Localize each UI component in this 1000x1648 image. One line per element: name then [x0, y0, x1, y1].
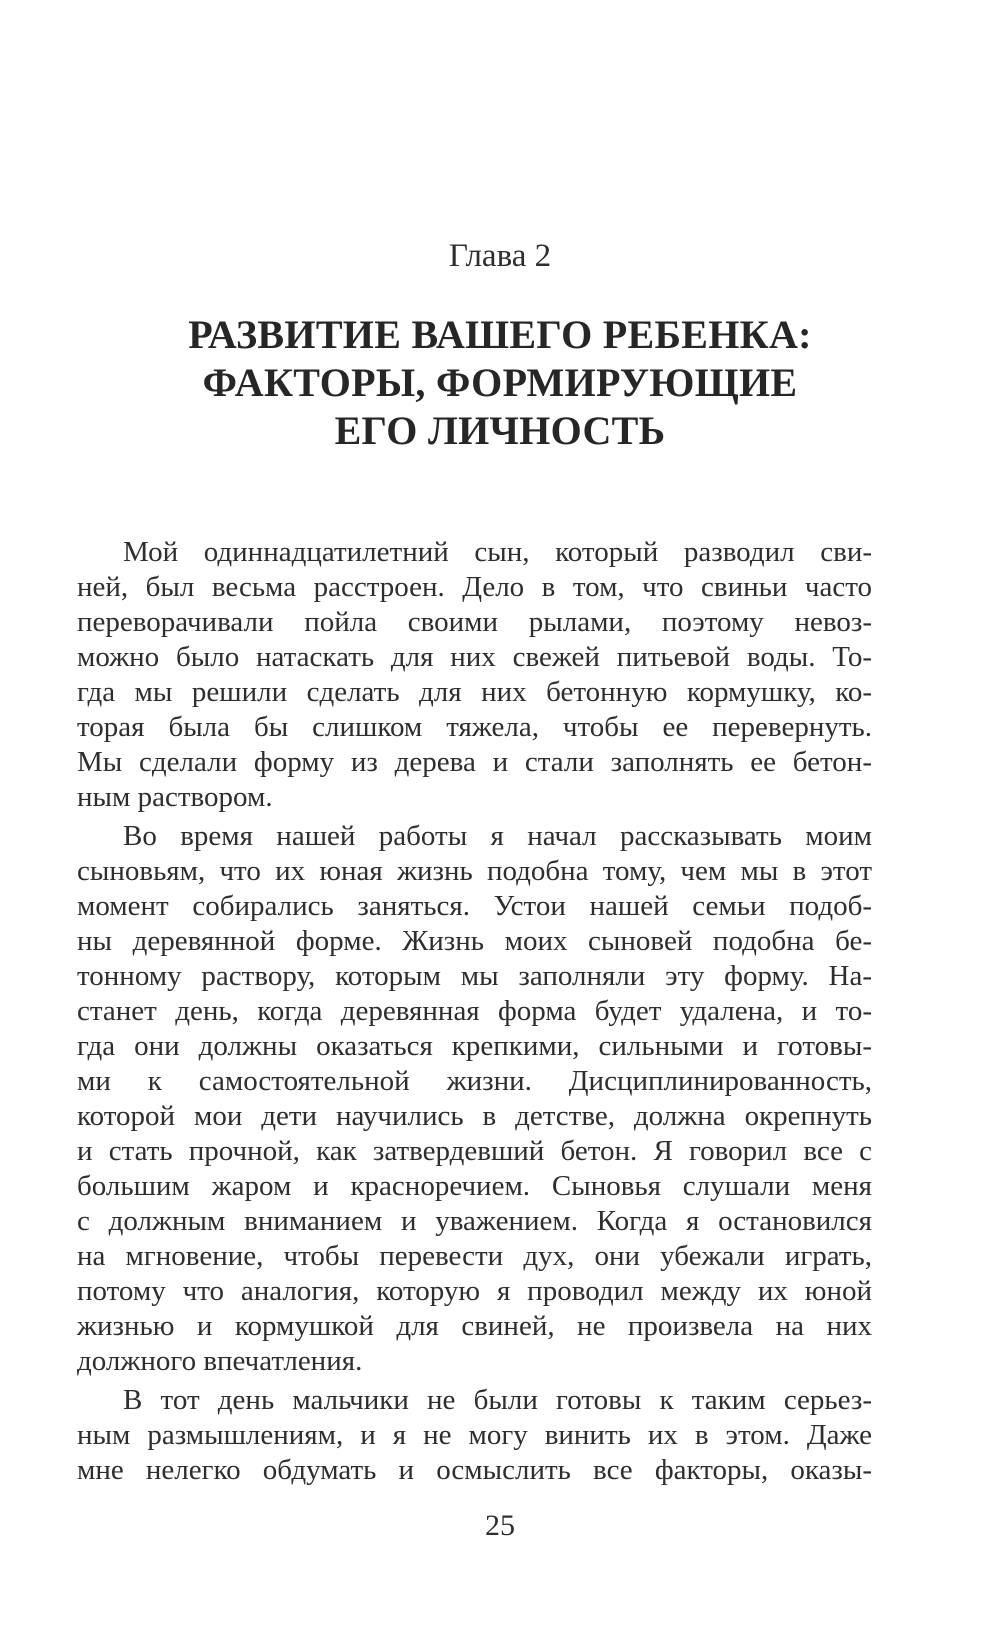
text-line: с должным вниманием и уважением. Когда я остановился [77, 1205, 872, 1237]
paragraph-3 [77, 1383, 872, 1488]
text-line: жизнью и кормушкой для свиней, не произвела на них [77, 1310, 872, 1342]
text-line: тонному раствору, которым мы заполняли эту форму. На- [77, 960, 872, 992]
text-line: ней, был весьма расстроен. Дело в том, что свиньи часто [77, 571, 872, 603]
text-line: Мой одиннадцатилетний сын, который разводил сви- [123, 536, 872, 568]
text-line: станет день, когда деревянная форма будет удалена, и то- [77, 995, 872, 1027]
text-line: торая была бы слишком тяжела, чтобы ее перевернуть. [77, 711, 872, 743]
chapter-title-line: ЕГО ЛИЧНОСТЬ [334, 408, 666, 453]
text-line: сыновьям, что их юная жизнь подобна тому, чем мы в этот [77, 855, 872, 887]
chapter-title-line: РАЗВИТИЕ ВАШЕГО РЕБЕНКА: [188, 312, 812, 357]
text-line: момент собирались заняться. Устои нашей семьи подоб- [77, 890, 872, 922]
text-line: переворачивали пойла своими рылами, поэтому невоз- [77, 606, 872, 638]
text-line: можно было натаскать для них свежей питьевой воды. То- [77, 641, 872, 673]
chapter-label: Глава 2 [448, 238, 552, 274]
text-line: на мгновение, чтобы перевести дух, они убежали играть, [77, 1240, 872, 1272]
text-line: потому что аналогия, которую я проводил между их юной [77, 1275, 872, 1307]
chapter-title-line: ФАКТОРЫ, ФОРМИРУЮЩИЕ [202, 360, 798, 405]
chapter-title [0, 311, 1000, 455]
text-line: Мы сделали форму из дерева и стали заполнять ее бетон- [77, 746, 872, 778]
text-line: должного впечатления. [77, 1345, 363, 1377]
body-text [77, 535, 872, 1488]
text-line: гда мы решили сделать для них бетонную кормушку, ко- [77, 676, 872, 708]
paragraph-2 [77, 819, 872, 1379]
text-line: Во время нашей работы я начал рассказывать моим [123, 820, 872, 852]
text-line: мне нелегко обдумать и осмыслить все факторы, оказы- [77, 1454, 872, 1486]
text-line: гда они должны оказаться крепкими, сильными и готовы- [77, 1030, 872, 1062]
text-line: В тот день мальчики не были готовы к таким серьез- [123, 1384, 872, 1416]
text-line: ным размышлениям, и я не могу винить их в этом. Даже [77, 1419, 872, 1451]
text-line: и стать прочной, как затвердевший бетон. Я говорил все с [77, 1135, 872, 1167]
text-line: которой мои дети научились в детстве, должна окрепнуть [77, 1100, 872, 1132]
text-line: большим жаром и красноречием. Сыновья слушали меня [77, 1170, 872, 1202]
text-line: ны деревянной форме. Жизнь моих сыновей подобна бе- [77, 925, 872, 957]
paragraph-1 [77, 535, 872, 815]
text-line: ным раствором. [77, 781, 273, 813]
page-number: 25 [485, 1509, 515, 1542]
text-line: ми к самостоятельной жизни. Дисциплинированность, [77, 1065, 872, 1097]
